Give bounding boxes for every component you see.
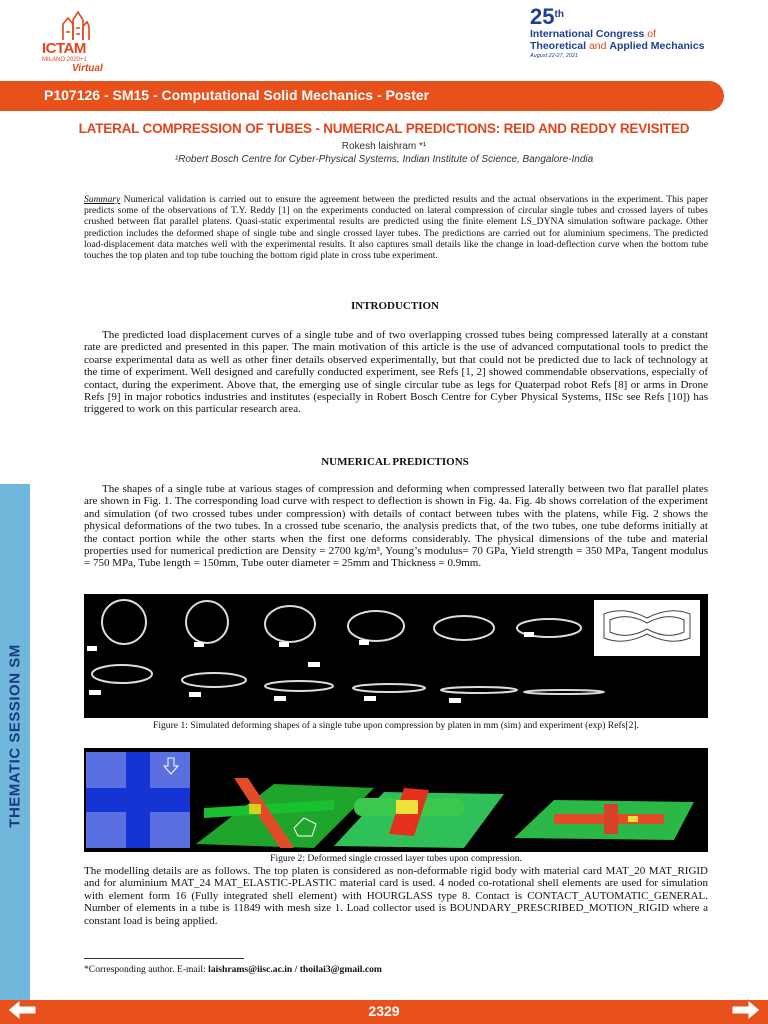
previous-page-arrow-icon[interactable] <box>6 999 38 1021</box>
footnote <box>84 964 382 975</box>
numerical-predictions-text: The shapes of a single tube at various stages of compression and deforming when compressed laterally between two flat parallel plates are shown in Fig. 1. The corresponding load curve with respect to deflection is shown in Fig. 4a. Fig. 4b shows correlation of the experiment and simulation (of two crossed tubes under compression) with details of contact between tubes with the platens, while Fig. 2 shows the physical deformations of the two tubes. In a crossed tube scenario, the analysis predicts that, of the two tubes, one tube deforms initially at the contact portion while the other starts when the first one deforms considerably. The physical dimensions of the tube and material properties used for numerical prediction are Density = 2700 kg/m³, Young’s modulus= 70 GPa, Yield strength = 350 MPa, Tangent modulus = 750 MPa, Tube length = 150mm, Tube outer diameter = 25mm and Thickness = 0.9mm. <box>84 483 708 570</box>
paper-affiliation: ¹Robert Bosch Centre for Cyber-Physical Systems, Indian Institute of Science, Bangalore-India <box>174 154 594 165</box>
modelling-paragraph <box>84 865 708 927</box>
logo-text: ICTAM <box>42 40 86 57</box>
session-title: P107126 - SM15 - Computational Solid Mechanics - Poster <box>44 87 430 103</box>
footnote-divider <box>84 958 244 959</box>
paper-author: Rokesh laishram *¹ <box>341 141 427 152</box>
footnote-prefix: *Corresponding author. E-mail: <box>84 964 209 975</box>
summary-text: Numerical validation is carried out to ensure the agreement between the predicted results and the actual observations in the experiment. This paper predicts some of the observations of T.Y. Reddy [1] on the experiments conducted on lateral compression of circular single tubes and crossed layers of tubes crushed between flat parallel platens. Quasi-static experimental results are predicted using the finite element LS_DYNA simulation software package. Other prediction includes the deformed shape of single tube and single crossed layer tubes. The predictions are carried out for aluminium specimens. The predicted load-displacement data matches well with the experimental results. It also captures small details like the change in load-deflection curve when the bottom tube touches the top platen and top tube touching the bottom rigid plate in cross tube experiment. <box>84 194 708 262</box>
next-page-arrow-icon[interactable] <box>730 999 762 1021</box>
paper-title: LATERAL COMPRESSION OF TUBES - NUMERICAL PREDICTIONS: REID AND REDDY REVISITED <box>78 121 690 136</box>
thematic-session-label: THEMATIC SESSION SM <box>6 644 24 828</box>
cathedral-icon <box>60 10 90 42</box>
introduction-text: The predicted load displacement curves of a single tube and of two overlapping crossed tubes being compressed laterally at a constant rate are predicted and presented in this paper. The main motivation of this article is the use of advanced computational tools to predict the coarse experimental data as well as other finer details observed experimentally, but that could not be predicted due to lack of technology at the time of experiment. Well designed and carefully conducted experiment, see Refs [1, 2] showed commendable observations, especially of contact, during the experiment. Above that, the emerging use of single circular tube as legs for Quaterpad robot Refs [8] or arms in Drone Refs [9] in major robotics industries and institutes (especially in Robert Bosch Centre for Cyber Physical Systems, IISc see Refs [10]) has triggered to work on this particular research area. <box>84 329 708 416</box>
introduction-paragraph <box>84 329 708 416</box>
congress-line-2: Theoretical and Applied Mechanics <box>530 40 705 52</box>
figure-2-crossed-tubes <box>84 748 708 852</box>
figure-1-tube-shapes <box>84 594 708 718</box>
logo-subtitle: MILANO 2020+1 <box>42 57 87 63</box>
figure-1-image <box>84 594 708 718</box>
congress-number: 25th <box>530 4 564 29</box>
introduction-heading: INTRODUCTION <box>350 300 439 312</box>
congress-line-1: International Congress of <box>530 28 657 40</box>
congress-banner <box>530 6 762 59</box>
summary-paragraph <box>84 194 708 261</box>
modelling-text: The modelling details are as follows. The top platen is considered as non-deformable rigid body with material card MAT_20 MAT_RIGID and for aluminium MAT_24 MAT_ELASTIC-PLASTIC material card is used. 4 noded co-rotational shell elements are used for simulation with element form 16 (Fully integrated shell element) with HOURGLASS type 8. Contact is CONTACT_AUTOMATIC_GENERAL. Number of elements in a tube is 11849 with mesh size 1. Load collector used is BOUNDARY_PRESCRIBED_MOTION_RIGID where a constant load is being applied. <box>84 865 708 927</box>
figure-2-image <box>84 748 708 852</box>
session-title-bar <box>0 81 724 111</box>
figure-2-caption: Figure 2: Deformed single crossed layer tubes upon compression. <box>270 853 522 864</box>
summary-label: Summary <box>84 194 121 205</box>
page-number: 2329 <box>368 1003 400 1019</box>
numerical-predictions-paragraph <box>84 483 708 570</box>
footnote-email: laishrams@iisc.ac.in / thoilai3@gmail.com <box>208 964 382 975</box>
congress-date: August 22-27, 2021 <box>530 53 579 59</box>
numerical-predictions-heading: NUMERICAL PREDICTIONS <box>321 456 469 468</box>
thematic-session-label-wrap <box>2 636 28 836</box>
ictam-logo <box>40 10 110 72</box>
footer-bar <box>0 1000 768 1024</box>
logo-virtual: Virtual <box>72 63 103 74</box>
figure-1-caption: Figure 1: Simulated deforming shapes of a single tube upon compression by platen in mm (sim) and experiment (exp) Refs[2]. <box>153 720 639 731</box>
